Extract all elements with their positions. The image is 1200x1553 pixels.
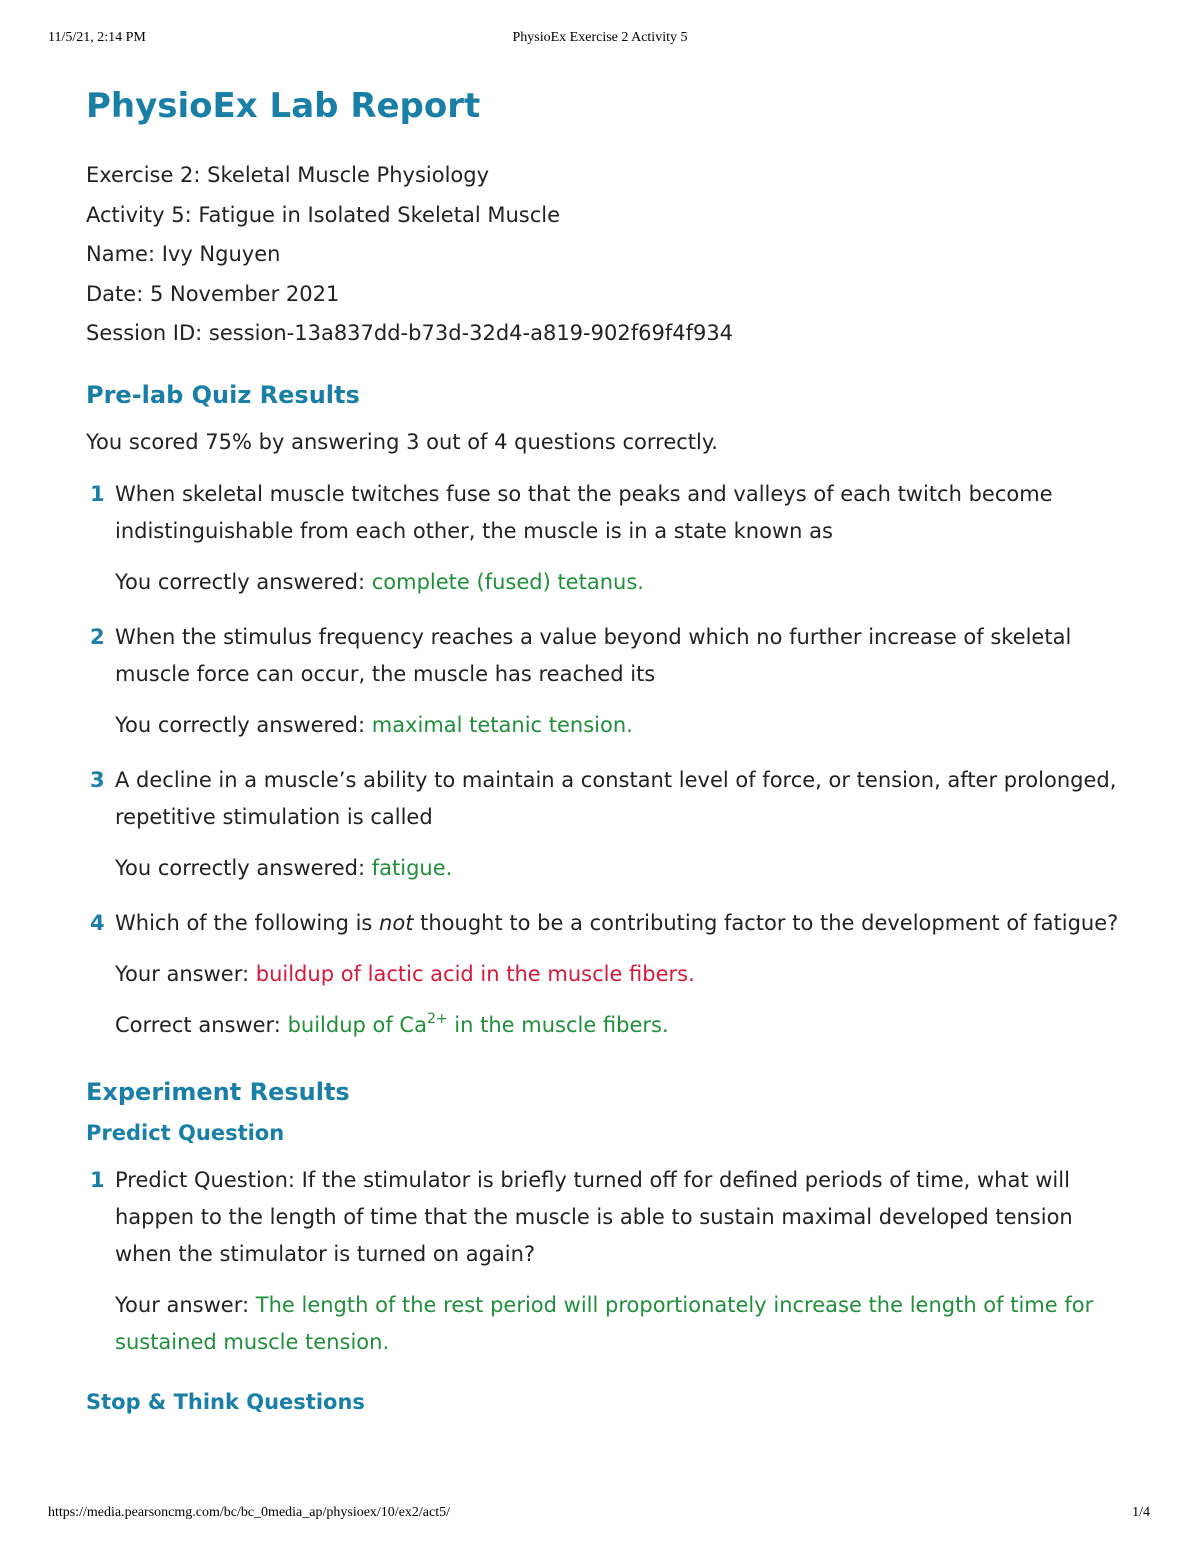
question-text: Predict Question: If the stimulator is briefly turned off for defined periods of time, what will happen to the length of time that the muscle is able to sustain maximal developed tension when the stimulator is turned on again? [115,1167,1073,1266]
meta-date: Date: 5 November 2021 [86,281,340,306]
predict-question-1 [86,1162,1126,1361]
quiz-question-1 [86,476,1126,601]
print-url: https://media.pearsoncmg.com/bc/bc_0media_ap/physioex/10/ex2/act5/ [48,1505,451,1520]
question-answer [115,1287,1126,1361]
question-text-end: thought to be a contributing factor to the development of fatigue? [413,910,1119,935]
question-number: 1 [90,481,105,506]
print-datetime: 11/5/21, 2:14 PM [48,30,146,45]
meta-activity: Activity 5: Fatigue in Isolated Skeletal Muscle [86,202,561,227]
correct-answer-line [115,1007,1126,1044]
question-answer [115,850,1126,887]
prelab-heading: Pre-lab Quiz Results [86,380,360,409]
question-number: 1 [90,1167,105,1192]
incorrect-answer: buildup of lactic acid in the muscle fibers. [255,961,695,986]
question-text-emphasis: not [379,910,414,935]
predict-heading: Predict Question [86,1120,285,1145]
prelab-score: You scored 75% by answering 3 out of 4 questions correctly. [86,429,718,454]
correct-answer [287,1010,669,1037]
report-title: PhysioEx Lab Report [86,86,481,126]
your-answer-label: Your answer: [115,961,256,986]
print-doc-title: PhysioEx Exercise 2 Activity 5 [512,30,688,45]
correct-answer: maximal tetanic tension. [371,712,633,737]
question-number: 2 [90,624,105,649]
question-number: 4 [90,910,105,935]
question-text: A decline in a muscle’s ability to maintain a constant level of force, or tension, after prolonged, repetitive stimulation is called [115,767,1117,829]
question-text [115,905,1126,942]
stop-think-heading: Stop & Think Questions [86,1389,365,1414]
correct-answer: fatigue. [371,855,453,880]
question-text-start: Which of the following is [115,910,380,935]
print-page-number: 1/4 [1132,1505,1150,1520]
your-answer-line [115,956,1126,993]
correct-answer-end: in the muscle fibers. [447,1012,669,1037]
print-footer [0,1505,1200,1525]
question-answer [115,564,1126,601]
question-text: When the stimulus frequency reaches a value beyond which no further increase of skeletal muscle force can occur, the muscle has reached its [115,624,1072,686]
answer-label: Your answer: [115,1292,256,1317]
correct-answer-label: Correct answer: [115,1012,288,1037]
question-text: When skeletal muscle twitches fuse so that the peaks and valleys of each twitch become indistinguishable from each other, the muscle is in a state known as [115,481,1053,543]
correct-answer: complete (fused) tetanus. [371,569,644,594]
quiz-question-2 [86,619,1126,744]
experiment-heading: Experiment Results [86,1077,350,1106]
meta-name: Name: Ivy Nguyen [86,242,281,266]
report-content [86,80,1126,1417]
answer-label: You correctly answered: [115,569,372,594]
answer-label: You correctly answered: [115,712,372,737]
print-header [0,30,1200,50]
quiz-question-3 [86,762,1126,887]
meta-exercise: Exercise 2: Skeletal Muscle Physiology [86,163,490,187]
correct-answer-start: buildup of Ca [287,1012,427,1037]
quiz-question-4 [86,905,1126,1044]
predicted-answer: The length of the rest period will proportionately increase the length of time for sustained muscle tension. [115,1292,1094,1354]
question-number: 3 [90,767,105,792]
question-answer [115,707,1126,744]
report-meta [86,156,1126,354]
meta-session-id: Session ID: session-13a837dd-b73d-32d4-a819-902f69f4f934 [86,321,734,345]
calcium-charge: 2+ [426,1010,448,1027]
answer-label: You correctly answered: [115,855,372,880]
